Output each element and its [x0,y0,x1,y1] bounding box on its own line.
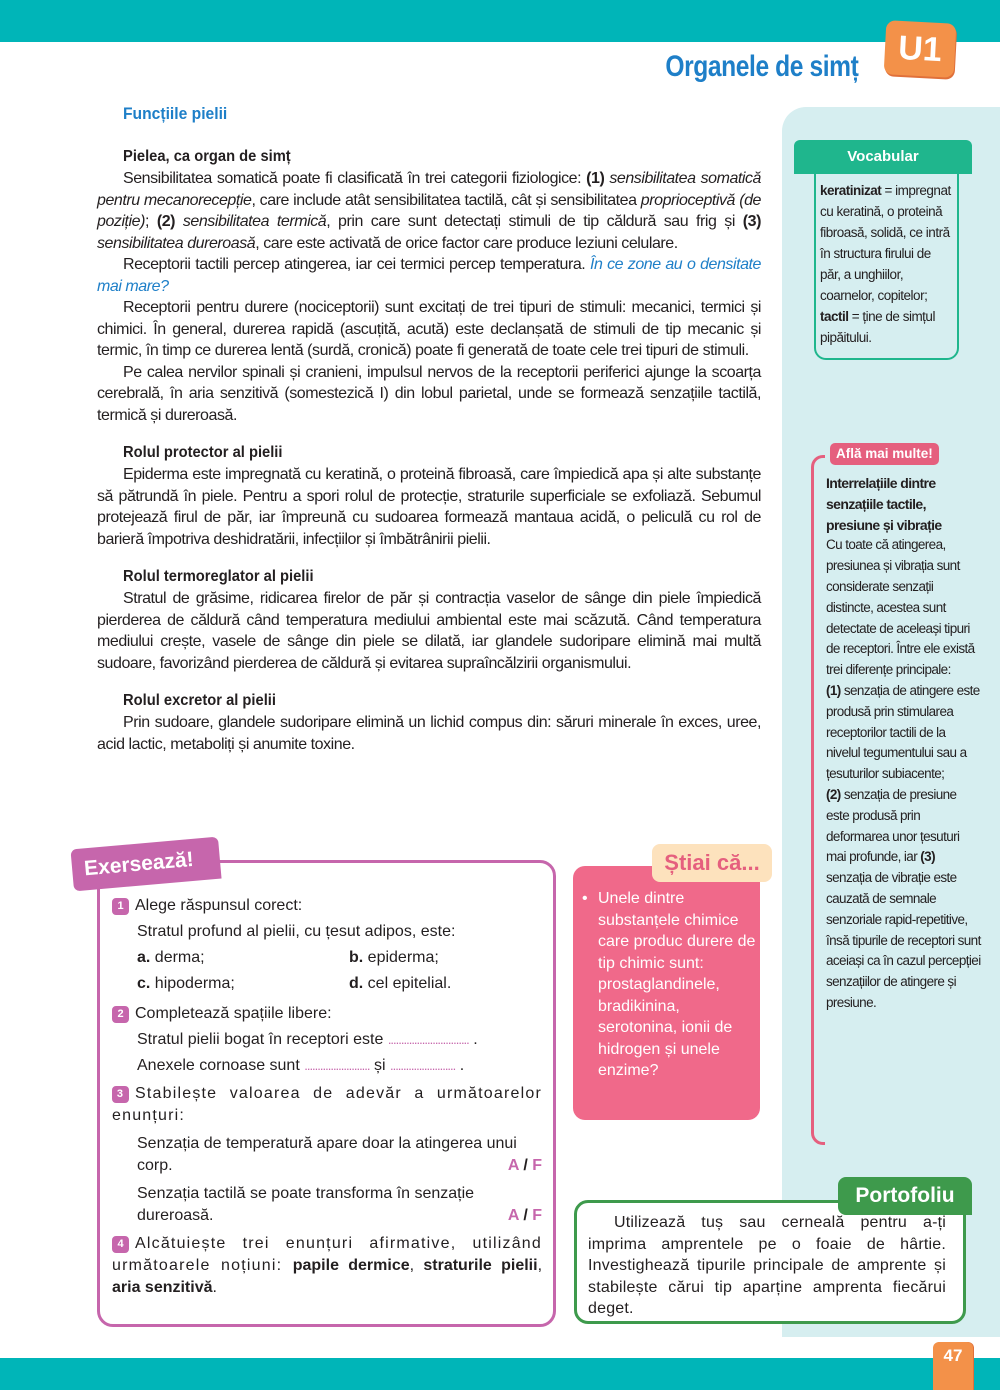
vocab-term: keratinizat [820,183,882,198]
paragraph: Prin sudoare, glandele sudoripare elimină un lichid compus din: săruri minerale în exces, uree, acid lactic, metaboliți și anumite toxine. [97,714,761,753]
vocabulary-title: Vocabular [794,140,972,174]
true-false-toggle[interactable]: A / F [507,1157,542,1174]
number-badge: 1 [112,898,129,915]
block-thermoregulator-role [97,566,761,674]
option-a[interactable]: a. derma; [137,949,205,966]
learn-more-title: Interrelațiile dintre senzațiile tactile, presiune și vibrație [826,475,942,533]
vocabulary-body: keratinizat = impregnat cu keratină, o proteină fibroasă, solidă, ce intră în structura firului de păr, a unghiilor, coarnelor, copitelor; tactil = ține de simțul pipăitului. [814,174,959,360]
block-protective-role [97,442,761,550]
blank-field[interactable]: ......................... [389,1058,456,1073]
blank-field[interactable]: ......................... [304,1058,370,1073]
section-title: Funcțiile pielii [123,104,228,123]
option-b[interactable]: b. epiderma; [349,949,439,966]
blank-field[interactable]: ............................... [387,1032,469,1047]
learn-more-body: Interrelațiile dintre senzațiile tactile, presiune și vibrație Cu toate că atingerea, presiunea și vibrația sunt considerate senzații distincte, acestea sunt detectate de aceleași tipuri de receptori. Între ele există trei diferențe principale: (1) senzația de atingere este produsă prin stimularea receptorilor tactili de la nivelul tegumentului sau a țesuturilor subiacente; (2) senzația de presiune este produsă prin deformarea unor țesuturi mai profunde, iar (3) senzația de vibrație este cauzată de semnale senzoriale rapid-repetitive, însă tipurile de receptori sunt aceiași ca în cazul percepției senzațiilor de atingere și presiune. [826,475,981,1010]
top-band [0,0,1000,42]
paragraph: Epiderma este impregnată cu keratină, o proteină fibroasă, care împiedică apa și alte substanțe să pătrundă în piele. Pentru a spori rolul de protecție, straturile superficiale se exfoliază. Sebumul protejează firul de păr, iar împreună cu sudoarea formează mantaua acidă, o peliculă cu rol de barieră împotriva deshidratării, infecțiilor și îmbătrânirii pielii. [97,466,761,548]
exercise-content [112,893,542,1299]
did-you-know-text: Unele dintre substanțele chimice care produc durere de tip chimic sunt: prostaglandinele, bradikinina, serotonina, ionii de hidrogen și unele enzime? [598,890,756,1079]
subheading: Rolul excretor al pielii [123,692,276,709]
q1-stem: Stratul profund al pielii, cu țesut adipos, este: [137,923,456,940]
block-sense-organ [97,146,761,426]
did-you-know-tag: Știai că... [652,844,772,882]
exercise-q2: 2 Completează spațiile libere: Stratul pielii bogat în receptori este ............................... . Anexele cornoase sunt ......................... și ......................... . [112,1001,542,1079]
paragraph: Pe calea nervilor spinali și cranieni, impulsul nervos de la receptorii periferici ajunge la scoarța cerebrală, în aria senzitivă (somestezică I) din lobul parietal, unde se formează senzațiile tactilă, termică și dureroasă. [97,363,761,424]
question-text: În ce zone au o densitate mai mare? [97,256,761,295]
q2-line1: Stratul pielii bogat în receptori este ............................... . [137,1031,478,1048]
page-title: Organele de simț [664,50,858,83]
exercise-q4: 4 Alcătuiește trei enunțuri afirmative, utilizând următoarele noțiuni: papile dermice, straturile pielii, aria senzitivă. [112,1235,543,1296]
number-badge: 2 [112,1006,129,1023]
q2-line2: Anexele cornoase sunt ......................... și ......................... . [137,1057,465,1074]
main-content [97,104,761,771]
paragraph: Receptorii pentru durere (nociceptorii) sunt excitați de trei tipuri de stimuli: mecanici, termici și chimici. În general, durerea rapidă (ascuțită, acută) este declanșată de stimuli de tip mecanic și termic, în timp ce durerea lentă (surdă, cronică) poate fi generată de toate cele trei tipuri de stimuli. [97,299,761,359]
number-badge: 4 [112,1236,129,1253]
option-c[interactable]: c. hipoderma; [137,975,235,992]
q3-statement-2: Senzația tactilă se poate transforma în senzație dureroasă. A / F [112,1183,542,1227]
subheading: Pielea, ca organ de simț [123,148,291,165]
portfolio-text: Utilizează tuș sau cerneală pentru a-ți imprima amprentele pe o foaie de hârtie. Investighează tipurile principale de amprente și stabilește cărui tip aparține amprenta fiecărui deget. [588,1214,946,1317]
option-d[interactable]: d. cel epitelial. [349,975,452,992]
q1-options [112,945,542,997]
paragraph: Sensibilitatea somatică poate fi clasificată în trei categorii fiziologice: (1) sensibilitatea somatică pentru mecanorecepție, care include atât sensibilitatea tactilă, cât și sensibilitatea proprioceptivă (de poziție); (2) sensibilitatea termică, prin care sunt detectați stimuli de tip căldură sau frig și (3) sensibilitatea dureroasă, care este activată de orice factor care produce leziuni celulare. [97,170,761,252]
portfolio-tag: Portofoliu [838,1177,972,1215]
subheading: Rolul termoreglator al pielii [123,568,314,585]
true-false-toggle[interactable]: A / F [507,1207,542,1224]
exercise-q3: 3 Stabilește valoarea de adevăr a următoarelor enunțuri: Senzația de temperatură apare doar la atingerea unui corp. A / F Senzația tactilă se poate transforma în senzație dureroasă. A / F [112,1083,542,1227]
unit-badge: U1 [884,20,957,78]
paragraph: Receptorii tactili percep atingerea, iar cei termici percep temperatura. În ce zone au o densitate mai mare? [97,256,761,295]
learn-more-tag: Află mai multe! [830,443,939,465]
exercise-tag: Exersează! [70,837,221,892]
q3-statement-1: Senzația de temperatură apare doar la atingerea unui corp. A / F [112,1133,542,1177]
page-number: 47 [933,1342,973,1390]
bottom-band [0,1358,1000,1390]
paragraph: Stratul de grăsime, ridicarea firelor de păr și contracția vaselor de sânge din piele împiedică pierderea de căldură când temperatura mediului ambiental este mai scăzută. Când temperatura mediului crește, vasele de sânge din piele se dilată, iar glandele sudoripare elimină mai multă sudoare, favorizând pierderea de căldură și evitarea supraîncălzirii organismului. [97,590,761,672]
exercise-q1: 1 Alege răspunsul corect: Stratul profund al pielii, cu țesut adipos, este: a. derma; b. epiderma; c. hipoderma; d. cel epitelial. [112,893,542,997]
subheading: Rolul protector al pielii [123,444,283,461]
vocab-term: tactil [820,309,849,324]
bullet-icon: • [582,890,588,907]
block-excretory-role [97,690,761,755]
number-badge: 3 [112,1086,129,1103]
vocabulary-box [794,140,972,360]
learn-more-bracket [811,455,825,1145]
